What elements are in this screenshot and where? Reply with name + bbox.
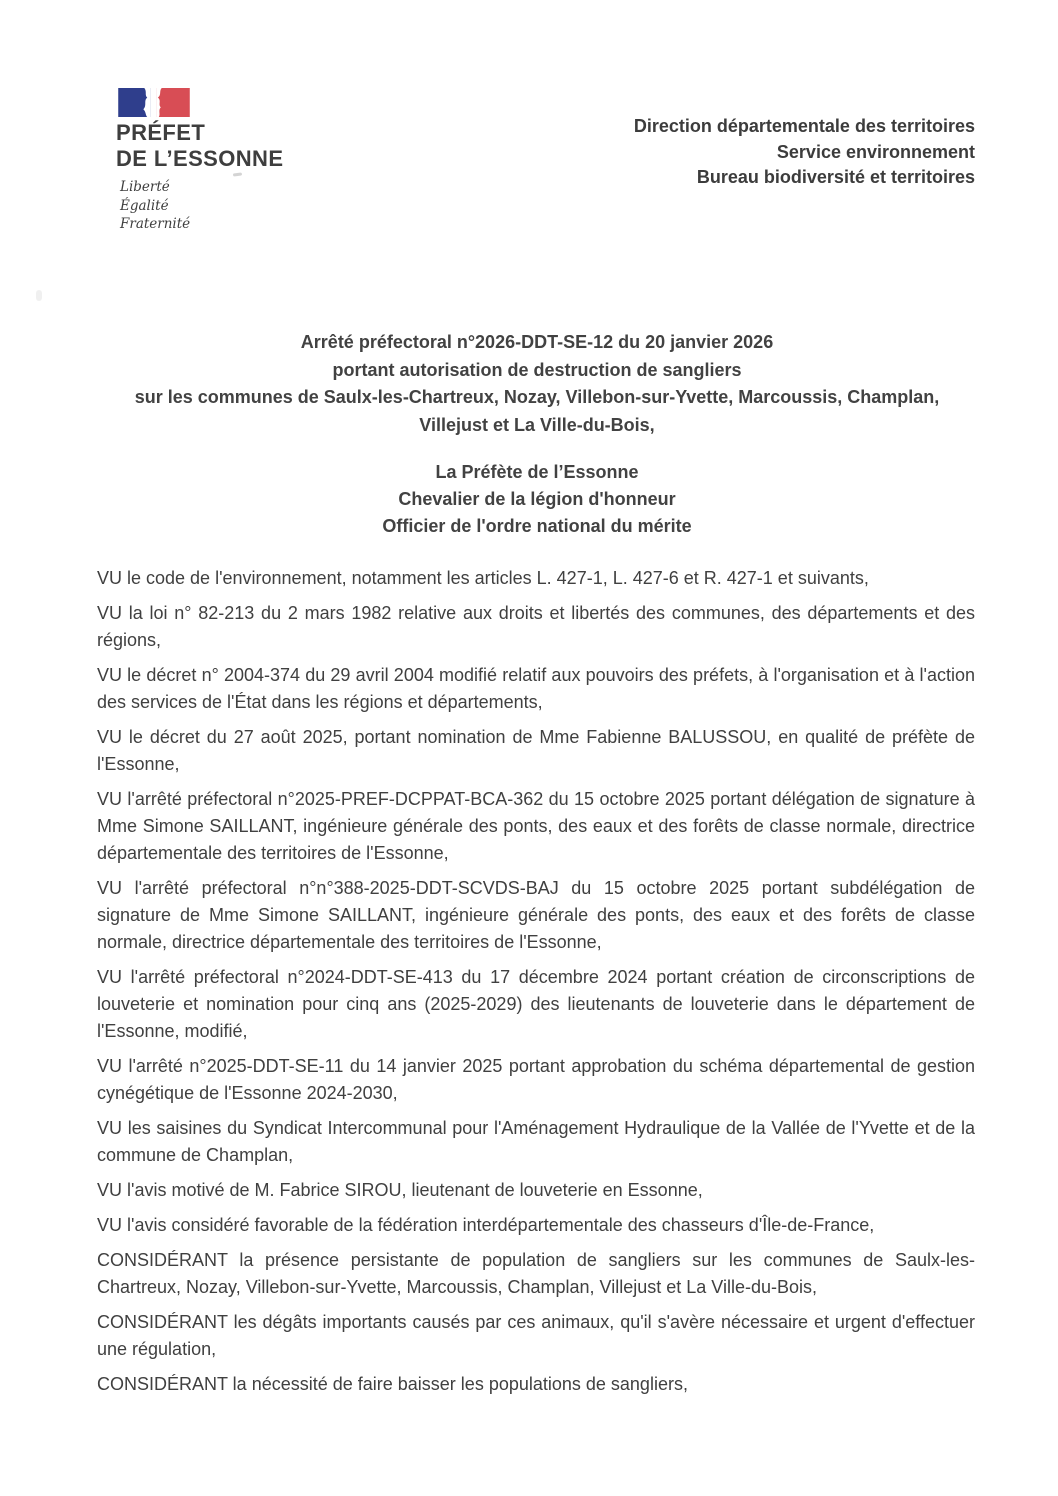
decree-body bbox=[97, 565, 975, 1406]
vu-paragraph: VU la loi n° 82-213 du 2 mars 1982 relative aux droits et libertés des communes, des départements et des régions, bbox=[97, 603, 975, 650]
decree-title-line-1: Arrêté préfectoral n°2026-DDT-SE-12 du 20 janvier 2026 bbox=[300, 332, 774, 352]
logo-institution-line-1: PRÉFET bbox=[116, 120, 206, 145]
considerant-paragraph: CONSIDÉRANT la nécessité de faire baisser les populations de sangliers, bbox=[97, 1374, 688, 1394]
vu-paragraph: VU l'arrêté préfectoral n°2024-DDT-SE-413 du 17 décembre 2024 portant création de circonscriptions de louveterie et nomination pour cinq ans (2025-2029) des lieutenants de louveterie dans le département de l'Essonne, modifié, bbox=[97, 967, 975, 1041]
considerant-paragraph: CONSIDÉRANT les dégâts importants causés par ces animaux, qu'il s'avère nécessaire et urgent d'effectuer une régulation, bbox=[97, 1312, 975, 1359]
authority-line-1: La Préfète de l’Essonne bbox=[435, 462, 639, 482]
decree-title-line-3: sur les communes de Saulx-les-Chartreux, Nozay, Villebon-sur-Yvette, Marcoussis, Champlan, bbox=[134, 387, 940, 407]
prefet-logo bbox=[116, 88, 283, 234]
decree-title bbox=[16, 329, 1058, 439]
issuing-office-line-2: Service environnement bbox=[776, 141, 975, 162]
vu-paragraph: VU le décret n° 2004-374 du 29 avril 2004 modifié relatif aux pouvoirs des préfets, à l'organisation et à l'action des services de l'État dans les régions et départements, bbox=[97, 665, 975, 712]
vu-paragraph: VU le code de l'environnement, notamment les articles L. 427-1, L. 427-6 et R. 427-1 et suivants, bbox=[97, 568, 869, 588]
republic-motto bbox=[120, 178, 283, 234]
vu-paragraph: VU l'avis considéré favorable de la fédération interdépartementale des chasseurs d'Île-de-France, bbox=[97, 1215, 875, 1235]
french-flag-marianne-icon bbox=[118, 88, 190, 117]
motto-liberte: Liberté bbox=[120, 179, 170, 195]
decree-title-line-2: portant autorisation de destruction de sangliers bbox=[332, 359, 742, 380]
vu-paragraph: VU l'arrêté préfectoral n°2025-PREF-DCPPAT-BCA-362 du 15 octobre 2025 portant délégation de signature à Mme Simone SAILLANT, ingénieure générale des ponts, des eaux et des forêts de classe normale, directrice départementale des territoires de l'Essonne, bbox=[97, 789, 975, 863]
decree-title-line-4: Villejust et La Ville-du-Bois, bbox=[419, 414, 655, 435]
logo-institution-line-2: DE L’ESSONNE bbox=[116, 146, 284, 171]
authority-line-2: Chevalier de la légion d'honneur bbox=[398, 489, 676, 509]
authority-block bbox=[16, 459, 1058, 540]
authority-line-3: Officier de l'ordre national du mérite bbox=[382, 516, 692, 536]
issuing-office-line-1: Direction départementale des territoires bbox=[633, 116, 975, 136]
vu-paragraph: VU l'arrêté n°2025-DDT-SE-11 du 14 janvier 2025 portant approbation du schéma départemental de gestion cynégétique de l'Essonne 2024-2030, bbox=[97, 1056, 975, 1103]
vu-paragraph: VU l'avis motivé de M. Fabrice SIROU, lieutenant de louveterie en Essonne, bbox=[97, 1180, 703, 1200]
issuing-office-block bbox=[634, 114, 975, 191]
flag-red-block bbox=[157, 88, 190, 117]
motto-fraternite: Fraternité bbox=[120, 216, 191, 232]
motto-egalite: Égalité bbox=[120, 197, 169, 214]
vu-paragraph: VU le décret du 27 août 2025, portant nomination de Mme Fabienne BALUSSOU, en qualité de préfète de l'Essonne, bbox=[97, 727, 975, 774]
vu-paragraph: VU l'arrêté préfectoral n°n°388-2025-DDT-SCVDS-BAJ du 15 octobre 2025 portant subdélégation de signature de Mme Simone SAILLANT, ingénieure générale des ponts, des eaux et des forêts de classe normale, directrice départementale des territoires de l'Essonne, bbox=[97, 878, 975, 952]
issuing-office-line-3: Bureau biodiversité et territoires bbox=[696, 167, 975, 187]
scan-artifact bbox=[36, 290, 42, 301]
vu-paragraph: VU les saisines du Syndicat Intercommunal pour l'Aménagement Hydraulique de la Vallée de l'Yvette et de la commune de Champlan, bbox=[97, 1118, 975, 1165]
considerant-paragraph: CONSIDÉRANT la présence persistante de population de sangliers sur les communes de Saulx-les-Chartreux, Nozay, Villebon-sur-Yvette, Marcoussis, Champlan, Villejust et La Ville-du-Bois, bbox=[97, 1250, 975, 1297]
